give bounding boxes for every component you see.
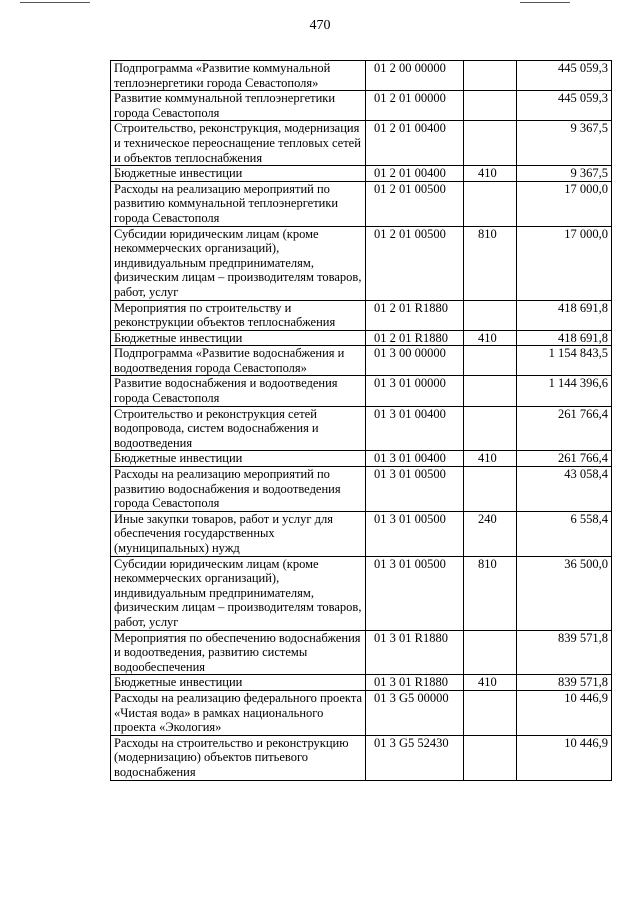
row-sum-cell: 43 058,4 bbox=[517, 467, 612, 512]
row-kind-cell bbox=[464, 467, 517, 512]
table-row bbox=[111, 166, 612, 182]
row-name-cell: Развитие водоснабжения и водоотведения города Севастополя bbox=[111, 376, 366, 406]
row-sum-cell: 418 691,8 bbox=[517, 330, 612, 346]
table-row bbox=[111, 61, 612, 91]
table-row bbox=[111, 467, 612, 512]
table-row bbox=[111, 91, 612, 121]
row-code-cell: 01 3 01 R1880 bbox=[366, 630, 464, 675]
row-code-cell: 01 3 01 00400 bbox=[366, 406, 464, 451]
row-name-cell: Расходы на реализацию федерального проекта «Чистая вода» в рамках национального проекта «Экология» bbox=[111, 690, 366, 735]
row-kind-cell: 810 bbox=[464, 556, 517, 630]
row-name-cell: Мероприятия по строительству и реконструкции объектов теплоснабжения bbox=[111, 300, 366, 330]
row-name-cell: Расходы на реализацию мероприятий по развитию водоснабжения и водоотведения города Севастополя bbox=[111, 467, 366, 512]
table-row bbox=[111, 330, 612, 346]
table-row bbox=[111, 346, 612, 376]
row-sum-cell: 1 154 843,5 bbox=[517, 346, 612, 376]
row-kind-cell bbox=[464, 406, 517, 451]
row-code-cell: 01 3 G5 52430 bbox=[366, 735, 464, 780]
row-name-cell: Подпрограмма «Развитие коммунальной теплоэнергетики города Севастополя» bbox=[111, 61, 366, 91]
table-row bbox=[111, 406, 612, 451]
row-sum-cell: 445 059,3 bbox=[517, 91, 612, 121]
row-kind-cell bbox=[464, 690, 517, 735]
row-code-cell: 01 3 01 00500 bbox=[366, 511, 464, 556]
row-name-cell: Бюджетные инвестиции bbox=[111, 330, 366, 346]
row-sum-cell: 17 000,0 bbox=[517, 181, 612, 226]
row-kind-cell bbox=[464, 735, 517, 780]
table-row bbox=[111, 181, 612, 226]
table-row bbox=[111, 511, 612, 556]
row-code-cell: 01 3 G5 00000 bbox=[366, 690, 464, 735]
row-sum-cell: 1 144 396,6 bbox=[517, 376, 612, 406]
row-name-cell: Строительство и реконструкция сетей водопровода, систем водоснабжения и водоотведения bbox=[111, 406, 366, 451]
row-code-cell: 01 2 01 00400 bbox=[366, 166, 464, 182]
table-row bbox=[111, 300, 612, 330]
row-name-cell: Бюджетные инвестиции bbox=[111, 451, 366, 467]
table-row bbox=[111, 376, 612, 406]
table-row bbox=[111, 451, 612, 467]
row-name-cell: Субсидии юридическим лицам (кроме некоммерческих организаций), индивидуальным предпринимателям, физическим лицам – производителям товаров, работ, услуг bbox=[111, 556, 366, 630]
row-name-cell: Развитие коммунальной теплоэнергетики города Севастополя bbox=[111, 91, 366, 121]
row-name-cell: Бюджетные инвестиции bbox=[111, 675, 366, 691]
row-kind-cell bbox=[464, 300, 517, 330]
row-code-cell: 01 2 00 00000 bbox=[366, 61, 464, 91]
row-kind-cell bbox=[464, 376, 517, 406]
row-kind-cell bbox=[464, 346, 517, 376]
row-name-cell: Расходы на строительство и реконструкцию (модернизацию) объектов питьевого водоснабжения bbox=[111, 735, 366, 780]
row-code-cell: 01 3 01 00500 bbox=[366, 556, 464, 630]
table-row bbox=[111, 226, 612, 300]
row-sum-cell: 839 571,8 bbox=[517, 675, 612, 691]
table-row bbox=[111, 735, 612, 780]
table-row bbox=[111, 690, 612, 735]
row-sum-cell: 6 558,4 bbox=[517, 511, 612, 556]
row-code-cell: 01 2 01 00500 bbox=[366, 181, 464, 226]
row-code-cell: 01 3 01 R1880 bbox=[366, 675, 464, 691]
page-number: 470 bbox=[309, 18, 331, 33]
row-kind-cell: 410 bbox=[464, 675, 517, 691]
row-code-cell: 01 2 01 R1880 bbox=[366, 300, 464, 330]
table-row bbox=[111, 121, 612, 166]
row-sum-cell: 9 367,5 bbox=[517, 166, 612, 182]
row-name-cell: Строительство, реконструкция, модернизация и техническое переоснащение тепловых сетей и объектов теплоснабжения bbox=[111, 121, 366, 166]
row-sum-cell: 36 500,0 bbox=[517, 556, 612, 630]
row-code-cell: 01 2 01 00000 bbox=[366, 91, 464, 121]
row-code-cell: 01 2 01 R1880 bbox=[366, 330, 464, 346]
row-kind-cell bbox=[464, 181, 517, 226]
row-name-cell: Бюджетные инвестиции bbox=[111, 166, 366, 182]
row-code-cell: 01 3 01 00500 bbox=[366, 467, 464, 512]
row-kind-cell bbox=[464, 121, 517, 166]
row-code-cell: 01 3 00 00000 bbox=[366, 346, 464, 376]
row-sum-cell: 839 571,8 bbox=[517, 630, 612, 675]
row-name-cell: Расходы на реализацию мероприятий по развитию коммунальной теплоэнергетики города Севастополя bbox=[111, 181, 366, 226]
row-sum-cell: 261 766,4 bbox=[517, 406, 612, 451]
row-kind-cell: 240 bbox=[464, 511, 517, 556]
row-kind-cell: 410 bbox=[464, 166, 517, 182]
row-kind-cell bbox=[464, 630, 517, 675]
row-name-cell: Подпрограмма «Развитие водоснабжения и водоотведения города Севастополя» bbox=[111, 346, 366, 376]
scan-edge-mark bbox=[520, 2, 570, 3]
table-row bbox=[111, 675, 612, 691]
row-name-cell: Мероприятия по обеспечению водоснабжения и водоотведения, развитию системы водообеспечения bbox=[111, 630, 366, 675]
row-sum-cell: 17 000,0 bbox=[517, 226, 612, 300]
row-sum-cell: 10 446,9 bbox=[517, 690, 612, 735]
table-row bbox=[111, 556, 612, 630]
scan-edge-mark bbox=[20, 2, 90, 3]
row-kind-cell bbox=[464, 61, 517, 91]
row-code-cell: 01 3 01 00400 bbox=[366, 451, 464, 467]
row-sum-cell: 445 059,3 bbox=[517, 61, 612, 91]
row-code-cell: 01 3 01 00000 bbox=[366, 376, 464, 406]
row-sum-cell: 261 766,4 bbox=[517, 451, 612, 467]
row-code-cell: 01 2 01 00400 bbox=[366, 121, 464, 166]
row-sum-cell: 10 446,9 bbox=[517, 735, 612, 780]
row-sum-cell: 418 691,8 bbox=[517, 300, 612, 330]
table-row bbox=[111, 630, 612, 675]
row-name-cell: Субсидии юридическим лицам (кроме некоммерческих организаций), индивидуальным предпринимателям, физическим лицам – производителям товаров, работ, услуг bbox=[111, 226, 366, 300]
table-body bbox=[111, 61, 612, 781]
row-kind-cell bbox=[464, 91, 517, 121]
row-kind-cell: 810 bbox=[464, 226, 517, 300]
row-kind-cell: 410 bbox=[464, 451, 517, 467]
row-kind-cell: 410 bbox=[464, 330, 517, 346]
row-sum-cell: 9 367,5 bbox=[517, 121, 612, 166]
row-code-cell: 01 2 01 00500 bbox=[366, 226, 464, 300]
budget-table bbox=[110, 60, 612, 781]
row-name-cell: Иные закупки товаров, работ и услуг для обеспечения государственных (муниципальных) нужд bbox=[111, 511, 366, 556]
